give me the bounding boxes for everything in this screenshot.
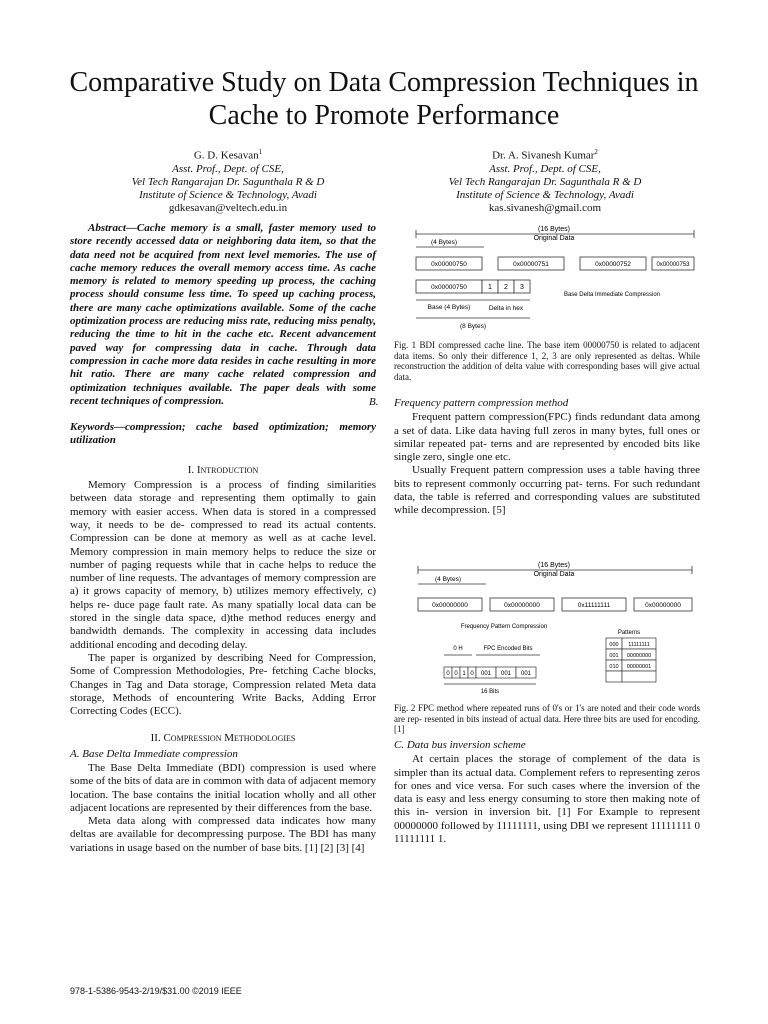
fig1-method-label: Base Delta Immediate Compression — [563, 292, 661, 298]
fig1-delta: 1 — [488, 284, 492, 291]
keywords-text: compression; cache based optimization; memory utilization — [70, 421, 376, 447]
fig2-cell-text: 0x00000000 — [504, 602, 540, 609]
fig2-top-bytes: (16 Bytes) — [538, 562, 570, 569]
bdi-paragraph-2: Meta data along with compressed data indicates how many deltas are available for decompressing purpose. The BDI has many variations in usage based on the number of base bits. [1] [2] [3] [4] — [70, 815, 376, 854]
section-title: Compression Methodologies — [163, 732, 296, 745]
fig1-cell-text: 0x00000750 — [431, 261, 467, 268]
bdi-paragraph-1: The Base Delta Immediate (BDI) compression is used where some of the bits of data are in common with data of adjacent memory location. The base contains the initial location wholly and all other adjacent locations are represented by their differences from the base. — [70, 761, 376, 814]
keywords — [70, 421, 376, 448]
fig1-cell-text: 0x00000752 — [595, 261, 631, 268]
figure-1 — [394, 220, 700, 336]
fig1-delta: 3 — [520, 284, 524, 291]
fig2-bit: 1 — [462, 671, 466, 677]
author-name: Dr. A. Sivanesh Kumar — [492, 149, 595, 162]
author-inst2: Institute of Science & Technology, Avadi — [456, 188, 634, 201]
author-email: kas.sivanesh@gmail.com — [488, 201, 602, 214]
keywords-label: Keywords— — [70, 421, 125, 434]
fig2-bit: 001 — [480, 671, 492, 677]
fig2-sixteen-bits: 16 Bits — [480, 689, 500, 695]
figure-2 — [394, 556, 700, 698]
fig2-bit: 001 — [520, 671, 532, 677]
fig1-eight-bytes: (8 Bytes) — [459, 323, 487, 330]
paper-title: Comparative Study on Data Compression Techniques in Cache to Promote Performance — [69, 67, 699, 131]
fig1-top-bytes: (16 Bytes) — [538, 226, 570, 233]
dbi-paragraph-1: At certain places the storage of complement of the data is simpler than its actual data. Complement refers to representing zeros for ones and vice versa. For such cases where the inversion of the data is easy and less energy consuming to store then making note of this in- version in inversion bit. [1] For Example to represent 00000000 followed by 11111111, using DBI we represent 11111111 0 11111111 1. — [394, 753, 700, 846]
fig1-cell-text: 0x00000751 — [513, 261, 549, 268]
fig2-bit: 0 — [454, 671, 458, 677]
author-sup: 2 — [594, 148, 598, 156]
fig2-pattern-value: 00000001 — [626, 664, 652, 670]
left-column — [70, 222, 379, 855]
fig2-h-label: 0 H — [453, 646, 463, 652]
fig2-original-label: Original Data — [533, 571, 575, 578]
fig2-cell-text: 0x00000000 — [645, 602, 681, 609]
fig2-bit-row — [444, 667, 536, 678]
section-heading-introduction — [70, 464, 376, 477]
fig2-pattern-code: 010 — [609, 664, 619, 670]
author-inst2: Institute of Science & Technology, Avadi — [139, 188, 317, 201]
fig2-pattern-value: 00000000 — [626, 653, 652, 659]
right-column-top — [394, 396, 700, 518]
fig2-cell-text: 0x00000000 — [432, 602, 468, 609]
author-role: Asst. Prof., Dept. of CSE, — [489, 162, 601, 175]
fpc-paragraph-1: Frequent pattern compression(FPC) finds redundant data among a set of data. Like data having full zeros in many bytes, full ones or similar repeated pat- terns and are represented by encoded bits like single zero, single one etc. — [394, 411, 700, 464]
fig2-cell-text: 0x11111111 — [577, 602, 611, 609]
author-2 — [395, 146, 695, 215]
intro-paragraph-2: The paper is organized by describing Need for Compression, Some of Compression Methodologies, Pre- fetching Cache blocks, Changes in Tag and Data storage, Compression related Meta data storage, Methods of encountering Write Backs, Adding Error Correcting Codes (ECC). — [70, 651, 376, 718]
fig1-delta: 2 — [504, 284, 508, 291]
fig2-bit: 0 — [470, 671, 474, 677]
author-inst1: Vel Tech Rangarajan Dr. Sagunthala R & D — [131, 175, 325, 188]
right-column-bottom — [394, 738, 700, 846]
fig2-bit: 0 — [446, 671, 450, 677]
copyright-footer: 978-1-5386-9543-2/19/$31.00 ©2019 IEEE — [70, 986, 242, 996]
fpc-paragraph-2: Usually Frequent pattern compression uses a table having three bits to represent commonly occurring pat- terns. For such redundant data, the table is referred and corresponding values are substituted while decompression. [5] — [394, 464, 700, 517]
fig1-original-label: Original Data — [533, 235, 575, 242]
section-heading-compression — [70, 732, 376, 745]
intro-paragraph-1: Memory Compression is a process of finding similarities between data storage and representing them optimally to gain memory with easier access. When data is stored in a compressed way, it needs to be de- compressed to read its actual contents. Compression can be done at memory as well as at cache level. Memory compression in main memory helps to reduce the size or number of paging requests while that in cache helps to reduce the number of line requests. The advantages of memory compression are a) it grows capacity of memory, b) utilizes memory effectively, c) helps re- duce page fault rate. As many spatially local data can be stored in the single data space, d)the method reduces energy and bandwidth demands. The complexity in accessing data includes additional encoding and decoding delay. — [70, 479, 376, 651]
fig2-method-label: Frequency Pattern Compression — [460, 624, 548, 630]
author-email: gdkesavan@veltech.edu.in — [168, 201, 288, 214]
author-role: Asst. Prof., Dept. of CSE, — [172, 162, 284, 175]
author-name: G. D. Kesavan — [193, 149, 259, 162]
fig2-pattern-code: 001 — [609, 653, 619, 659]
abstract-text: Cache memory is a small, faster memory used to store recently accessed data or neighboring data item, so that the data need not be acquired from next level memories. The use of cache memory reduces the overall memory access time. As cache memory is related to memory speeding up process, the caching process should consume less time. To speed up caching process, there are many cache optimizations available. Some of the cache optimization process are reducing miss rate, reducing miss penalty, reducing the time to hit in the cache etc. Recent advancement paved way for compressing data in cache. Through data compression in cache more data resides in cache resulting in more hit ratio. There are many cache related compression and optimization techniques available. The paper deals with some recent techniques of compression. — [70, 222, 376, 407]
fig1-base-text: 0x00000750 — [431, 284, 467, 291]
abstract — [70, 222, 379, 408]
section-number: I. — [187, 463, 195, 476]
fig2-bit: 001 — [500, 671, 512, 677]
section-number: II. — [150, 732, 161, 745]
fig2-patterns-label: Patterns — [617, 630, 641, 636]
author-inst1: Vel Tech Rangarajan Dr. Sagunthala R & D — [448, 175, 642, 188]
author-1 — [78, 146, 378, 215]
author-sup: 1 — [258, 148, 263, 156]
stray-section-mark: B. — [369, 396, 379, 408]
subsection-a: A. Base Delta Immediate compression — [70, 747, 238, 760]
fig2-encoded-label: FPC Encoded Bits — [483, 646, 533, 652]
fig2-pattern-code: 000 — [609, 642, 619, 648]
fig1-base-label: Base (4 Bytes) — [427, 304, 471, 311]
figure-1-caption: Fig. 1 BDI compressed cache line. The base item 00000750 is related to adjacent data items. So only their difference 1, 2, 3 are only represented as deltas. While reconstruction the addition of delta value with corresponding bases will give actual data. — [394, 340, 700, 382]
fig2-four-bytes: (4 Bytes) — [434, 576, 462, 583]
subsection-b: Frequency pattern compression method — [394, 397, 569, 409]
fig1-delta-label: Delta in hex — [488, 305, 524, 312]
section-title: Introduction — [196, 463, 259, 476]
subsection-c: C. Data bus inversion scheme — [394, 739, 526, 751]
fig2-pattern-value: 11111111 — [628, 642, 650, 648]
fig1-cell-text: 0x00000753 — [656, 262, 690, 268]
abstract-label: Abstract— — [88, 222, 137, 234]
figure-2-caption: Fig. 2 FPC method where repeated runs of 0's or 1's are noted and their code words are rep- resented in bits instead of actual data. Here three bits are used for encoding. [1] — [394, 703, 700, 735]
fig1-four-bytes: (4 Bytes) — [430, 239, 458, 246]
